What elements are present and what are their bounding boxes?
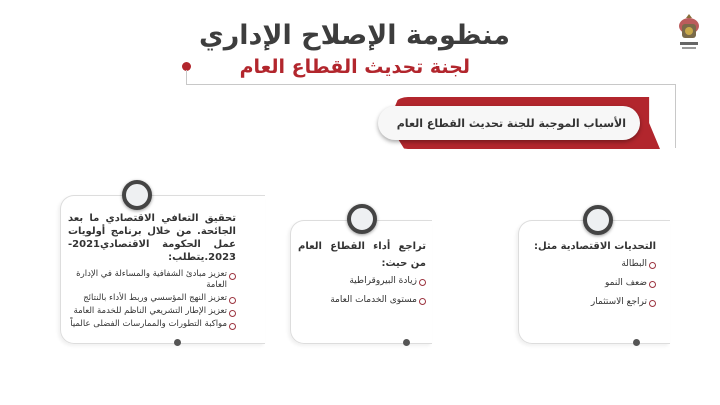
connector-line: [186, 70, 187, 85]
list-item: البطالة: [530, 258, 656, 271]
list-item: تعزيز النهج المؤسسي وربط الأداء بالنتائج: [68, 293, 236, 304]
card-heading: تحقيق التعافي الاقتصادي ما بعد الجائحة. من خلال برنامج أولويات عمل الحكومة الاقتصادي2021-2023.يتطلب:: [68, 213, 236, 263]
list-item: زيادة البيروقراطية: [298, 275, 426, 288]
list-item: ضعف النمو: [530, 277, 656, 290]
dot-icon: [633, 339, 640, 346]
ring-icon: [347, 204, 377, 234]
page-subtitle: لجنة تحديث القطاع العام: [239, 56, 470, 78]
card-heading: التحديات الاقتصادية مثل:: [533, 241, 656, 252]
list-item: مستوى الخدمات العامة: [298, 294, 426, 307]
dot-icon: [403, 339, 410, 346]
page-title: منظومة الإصلاح الإداري: [198, 20, 510, 51]
list-item: تعزيز الإطار التشريعي الناظم للخدمة العامة: [68, 306, 236, 317]
connector-line: [675, 84, 676, 148]
jordan-coat-of-arms-icon: [674, 12, 704, 52]
banner-label: الأسباب الموجبة للجنة تحديث القطاع العام: [378, 106, 640, 140]
list-item: مواكبة التطورات والممارسات الفضلى عالمياً: [68, 319, 236, 330]
card-text: [530, 240, 656, 309]
list-item: تراجع الاستثمار: [530, 296, 656, 309]
card-text: [68, 212, 236, 330]
dot-icon: [174, 339, 181, 346]
card-text: [298, 238, 426, 307]
ring-icon: [122, 180, 152, 210]
connector-line: [186, 84, 676, 85]
ring-icon: [583, 205, 613, 235]
list-item: تعزيز مبادئ الشفافية والمساءلة في الإدارة العامة: [68, 269, 236, 291]
card-heading: تراجع أداء القطاع العام من حيث:: [298, 241, 426, 269]
